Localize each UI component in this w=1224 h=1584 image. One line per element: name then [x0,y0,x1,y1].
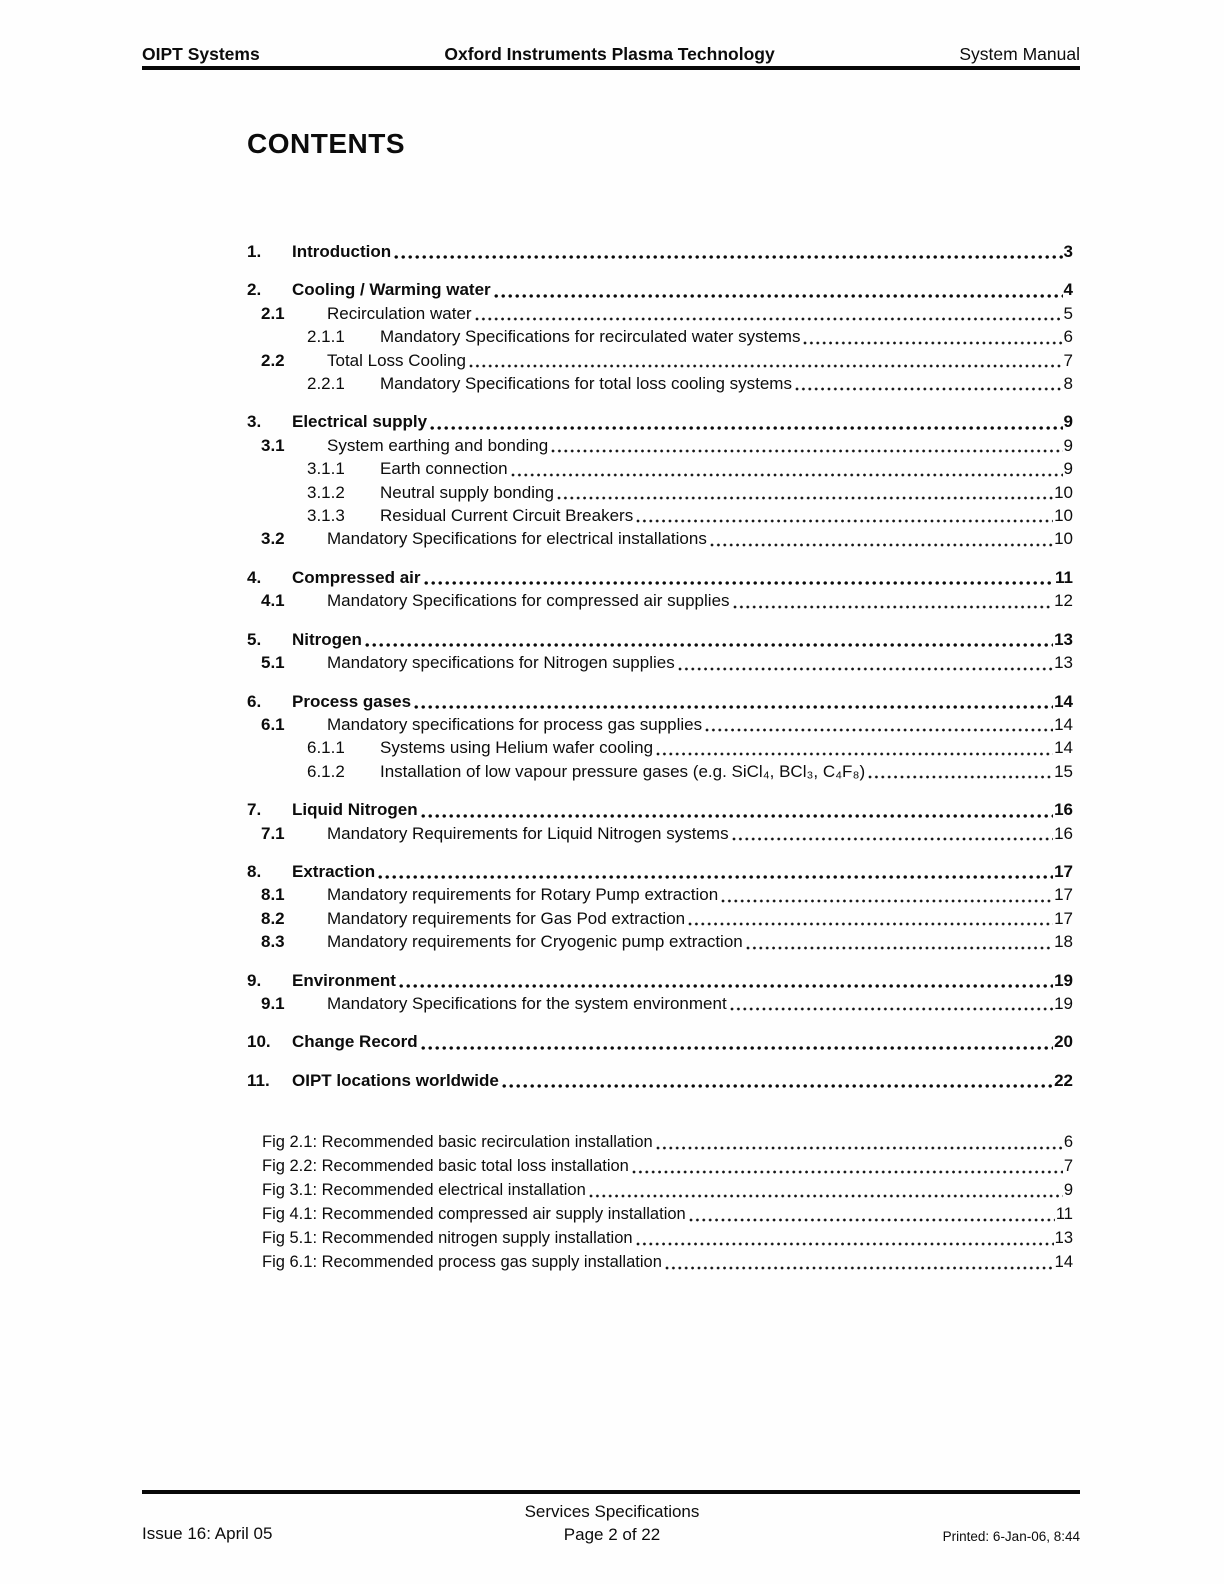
dot-leader [685,907,1054,930]
toc-entry-label: Systems using Helium wafer cooling [380,738,654,758]
footer-rule [142,1490,1080,1494]
toc-entry-number: 6.1.1 [307,738,345,758]
toc-entry[interactable] [247,1030,1073,1053]
toc-entry-number: 6.1 [261,714,285,734]
toc-entry-page: 19 [1054,993,1073,1013]
toc-entry[interactable] [247,240,1073,263]
toc-entry[interactable] [247,434,1073,457]
toc-entry-number: 11. [247,1070,270,1090]
toc-entry-label: Installation of low vapour pressure gases (e.g. SiCl₄, BCl₃, C₄F₈) [380,761,866,781]
toc-entry-number: 10. [247,1032,271,1052]
toc-entry-label: Electrical supply [292,412,428,432]
figure-item-page: 9 [1063,1181,1073,1199]
toc-entry-page: 8 [1063,374,1073,394]
toc-entry-number: 9. [247,970,262,990]
header-rule [142,66,1080,70]
toc-entry[interactable] [247,651,1073,674]
dot-leader [707,527,1054,550]
dot-leader [472,302,1064,325]
figure-item-page: 6 [1063,1133,1073,1151]
toc-entry[interactable] [247,278,1073,301]
figure-item-label: Fig 3.1: Recommended electrical installation [262,1181,586,1199]
toc-entry[interactable] [247,992,1073,1015]
header-right-text: System Manual [959,44,1080,64]
header-left-text: OIPT Systems [142,44,260,64]
figure-list-item[interactable] [262,1226,1073,1250]
toc-entry-label: Cooling / Warming water [292,280,491,300]
toc-entry[interactable] [247,349,1073,372]
dot-leader [633,504,1054,527]
toc-entry-page: 16 [1054,800,1073,820]
toc-entry-label: Recirculation water [327,303,472,323]
dot-leader [686,1202,1056,1226]
toc-entry-number: 3. [247,412,262,432]
dot-leader [633,1226,1055,1250]
toc-entry-number: 4. [247,567,262,587]
toc-entry-label: Nitrogen [292,629,362,649]
toc-entry[interactable] [247,760,1073,783]
dot-leader [702,713,1054,736]
toc-entry-page: 12 [1054,591,1073,611]
toc-entry[interactable] [247,457,1073,480]
dot-leader [411,690,1054,713]
toc-entry-page: 10 [1054,482,1073,502]
dot-leader [554,481,1054,504]
toc-entry-number: 7.1 [261,823,285,843]
toc-entry-label: OIPT locations worldwide [292,1070,499,1090]
dot-leader [865,760,1054,783]
dot-leader [792,372,1064,395]
toc-entry[interactable] [247,628,1073,651]
toc-entry-number: 3.1 [261,435,285,455]
figure-list-item[interactable] [262,1154,1073,1178]
toc-entry[interactable] [247,822,1073,845]
toc-entry-label: Liquid Nitrogen [292,800,418,820]
toc-entry[interactable] [247,860,1073,883]
toc-entry-label: Mandatory Specifications for electrical installations [327,529,707,549]
toc-entry-label: Residual Current Circuit Breakers [380,506,634,526]
toc-entry-label: Neutral supply bonding [380,482,554,502]
toc-entry-number: 3.1.3 [307,506,345,526]
toc-entry-number: 5. [247,629,262,649]
dot-leader [499,1069,1054,1092]
table-of-contents [247,240,1073,1092]
toc-entry-page: 15 [1054,761,1073,781]
toc-entry[interactable] [247,504,1073,527]
toc-entry-page: 7 [1063,350,1073,370]
dot-leader [653,736,1054,759]
toc-entry-number: 2.2 [261,350,285,370]
dot-leader [629,1154,1064,1178]
dot-leader [362,628,1054,651]
page-title: CONTENTS [247,128,405,159]
toc-entry-number: 7. [247,800,262,820]
dot-leader [418,1030,1054,1053]
toc-entry-label: Mandatory requirements for Gas Pod extraction [327,908,686,928]
footer-doc-title: Services Specifications [524,1502,700,1521]
toc-entry[interactable] [247,930,1073,953]
toc-entry-page: 9 [1063,459,1073,479]
toc-entry-label: Mandatory requirements for Rotary Pump extraction [327,885,719,905]
toc-entry[interactable] [247,589,1073,612]
figure-item-label: Fig 4.1: Recommended compressed air supply installation [262,1205,686,1223]
toc-entry-page: 20 [1054,1032,1073,1052]
toc-entry-number: 3.1.1 [307,459,345,479]
figure-item-label: Fig 5.1: Recommended nitrogen supply installation [262,1229,633,1247]
toc-entry[interactable] [247,410,1073,433]
dot-leader [396,969,1054,992]
toc-entry[interactable] [247,736,1073,759]
toc-entry-page: 16 [1054,823,1073,843]
header-center-text: Oxford Instruments Plasma Technology [444,44,775,64]
figure-item-page: 11 [1055,1205,1073,1223]
toc-entry[interactable] [247,481,1073,504]
dot-leader [586,1178,1064,1202]
dot-leader [718,883,1054,906]
dot-leader [421,566,1056,589]
toc-entry-number: 5.1 [261,653,285,673]
figure-list-item[interactable] [262,1202,1073,1226]
figure-item-label: Fig 6.1: Recommended process gas supply installation [262,1253,662,1271]
toc-entry-number: 1. [247,242,262,261]
toc-entry-label: Mandatory Specifications for recirculated water systems [380,327,801,347]
toc-entry-page: 9 [1063,435,1073,455]
toc-entry-page: 17 [1054,885,1073,905]
toc-entry[interactable] [247,1069,1073,1092]
toc-entry[interactable] [247,798,1073,821]
dot-leader [662,1250,1055,1274]
toc-entry[interactable] [247,325,1073,348]
toc-entry-number: 8. [247,861,262,881]
toc-entry-label: Earth connection [380,459,508,479]
toc-entry-page: 17 [1054,908,1073,928]
toc-entry-page: 10 [1054,506,1073,526]
toc-entry[interactable] [247,302,1073,325]
toc-entry-label: Introduction [292,242,392,261]
toc-entry-page: 11 [1055,567,1073,587]
dot-leader [730,589,1055,612]
toc-entry-label: System earthing and bonding [327,435,549,455]
toc-entry-number: 3.2 [261,529,285,549]
toc-entry-number: 6. [247,691,262,711]
toc-entry[interactable] [247,907,1073,930]
toc-entry-label: Mandatory Specifications for total loss cooling systems [380,374,792,394]
toc-entry-number: 8.1 [261,885,285,905]
toc-entry-page: 6 [1063,327,1073,347]
toc-entry-label: Mandatory specifications for process gas supplies [327,714,703,734]
toc-entry-page: 4 [1063,280,1073,300]
figure-list [262,1130,1073,1274]
dot-leader [800,325,1063,348]
figure-list-item[interactable] [262,1178,1073,1202]
toc-entry-page: 22 [1054,1070,1073,1090]
toc-entry-label: Total Loss Cooling [327,350,466,370]
toc-entry-page: 14 [1054,691,1073,711]
dot-leader [727,992,1054,1015]
dot-leader [491,278,1064,301]
toc-entry-label: Mandatory Specifications for compressed air supplies [327,591,730,611]
figure-item-label: Fig 2.2: Recommended basic total loss installation [262,1157,629,1175]
figure-item-label: Fig 2.1: Recommended basic recirculation installation [262,1133,653,1151]
figure-item-page: 13 [1054,1229,1073,1247]
toc-entry-number: 3.1.2 [307,482,345,502]
toc-entry[interactable] [247,883,1073,906]
dot-leader [466,349,1064,372]
footer-issue: Issue 16: April 05 [142,1524,273,1543]
toc-entry[interactable] [247,527,1073,550]
toc-entry-number: 9.1 [261,993,285,1013]
toc-entry-page: 13 [1054,653,1073,673]
dot-leader [508,457,1064,480]
dot-leader [653,1130,1064,1154]
toc-entry-number: 2.1 [261,303,285,323]
toc-entry[interactable] [247,566,1073,589]
toc-entry-page: 9 [1063,412,1073,432]
toc-entry-number: 2.1.1 [307,327,345,347]
toc-entry-label: Mandatory requirements for Cryogenic pump extraction [327,932,743,952]
figure-item-page: 7 [1063,1157,1073,1175]
toc-entry-page: 19 [1054,970,1073,990]
toc-entry-number: 8.2 [261,908,285,928]
dot-leader [729,822,1055,845]
toc-entry-label: Mandatory Requirements for Liquid Nitrogen systems [327,823,729,843]
toc-entry-number: 8.3 [261,932,285,952]
dot-leader [548,434,1063,457]
toc-entry-page: 3 [1063,242,1073,261]
toc-entry-page: 18 [1054,932,1073,952]
dot-leader [375,860,1054,883]
footer-printed-timestamp: Printed: 6-Jan-06, 8:44 [942,1529,1080,1544]
toc-entry[interactable] [247,690,1073,713]
toc-entry-label: Mandatory specifications for Nitrogen supplies [327,653,675,673]
toc-entry-label: Process gases [292,691,412,711]
toc-entry-label: Mandatory Specifications for the system environment [327,993,727,1013]
figure-item-page: 14 [1054,1253,1073,1271]
figure-list-item[interactable] [262,1250,1073,1274]
dot-leader [743,930,1054,953]
toc-entry-number: 4.1 [261,591,285,611]
toc-entry-label: Compressed air [292,567,421,587]
dot-leader [418,798,1054,821]
toc-entry-number: 2. [247,280,262,300]
toc-entry-page: 5 [1063,303,1073,323]
toc-entry-page: 17 [1054,861,1073,881]
toc-entry[interactable] [247,969,1073,992]
figure-list-item[interactable] [262,1130,1073,1154]
toc-entry-page: 13 [1054,629,1073,649]
toc-entry-page: 14 [1054,714,1073,734]
dot-leader [391,240,1063,263]
toc-entry-page: 14 [1054,738,1073,758]
toc-entry-label: Extraction [292,861,376,881]
footer-page-number: Page 2 of 22 [563,1525,661,1544]
toc-entry-label: Environment [292,970,396,990]
toc-entry-page: 10 [1054,529,1073,549]
dot-leader [675,651,1054,674]
toc-entry-number: 6.1.2 [307,761,345,781]
dot-leader [427,410,1063,433]
toc-entry[interactable] [247,713,1073,736]
toc-entry-label: Change Record [292,1032,418,1052]
toc-entry-number: 2.2.1 [307,374,345,394]
toc-entry[interactable] [247,372,1073,395]
page-header [142,43,1080,65]
